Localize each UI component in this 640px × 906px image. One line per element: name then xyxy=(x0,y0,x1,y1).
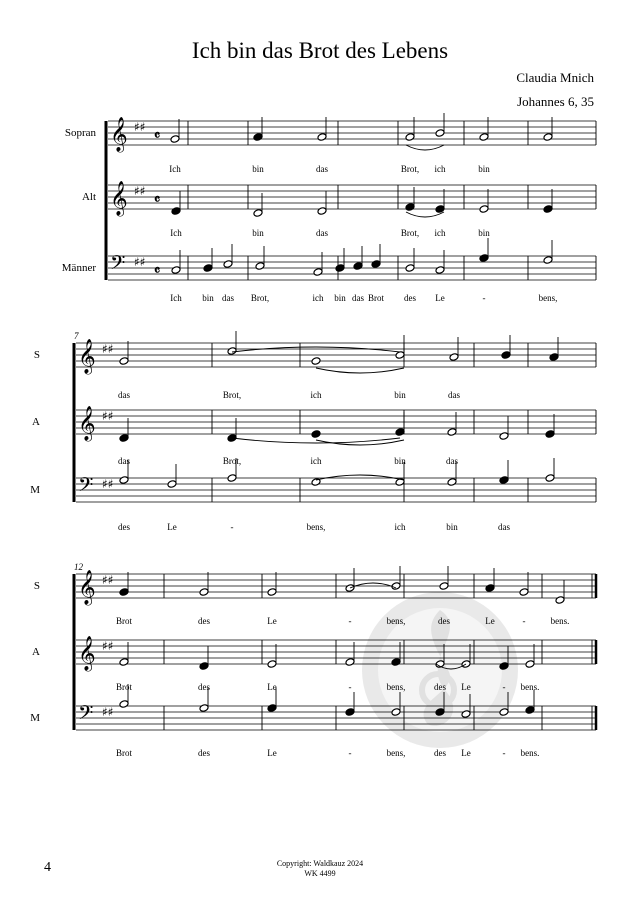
treble-clef-icon: 𝄞 xyxy=(78,636,96,671)
key-signature-icon: ♯♯ xyxy=(134,184,146,198)
bass-clef-icon: 𝄢 xyxy=(110,251,126,279)
key-signature-icon: ♯♯ xyxy=(102,477,114,491)
lyric-syllable: - xyxy=(482,293,486,303)
lyric-syllable: Brot xyxy=(367,293,385,303)
lyric-syllable: bin xyxy=(394,456,406,466)
lyric-syllable: des xyxy=(404,293,416,303)
lyric-syllable: Ich xyxy=(170,228,182,238)
note-head xyxy=(119,357,129,366)
key-signature-icon: ♯♯ xyxy=(102,409,114,423)
note-head xyxy=(119,588,129,597)
lyric-syllable: bens. xyxy=(520,748,540,758)
lyric-syllable: Le xyxy=(435,293,445,303)
lyric-syllable: das xyxy=(498,522,510,532)
lyric-syllable: des xyxy=(118,522,130,532)
note-head xyxy=(371,260,381,269)
note-head xyxy=(335,264,345,273)
note-head xyxy=(119,476,129,485)
lyric-syllable: das xyxy=(118,390,130,400)
note-head xyxy=(227,347,237,356)
note-head xyxy=(317,207,327,216)
lyric-syllable: - xyxy=(348,682,352,692)
lyric-syllable: Le xyxy=(485,616,495,626)
lyric-syllable: - xyxy=(522,616,526,626)
time-signature-icon: 𝄴 xyxy=(154,263,161,279)
note-head xyxy=(485,584,495,593)
note-head xyxy=(519,588,529,597)
voice-label: A xyxy=(32,416,40,428)
lyric-syllable: des xyxy=(438,616,450,626)
note-head xyxy=(479,254,489,263)
lyric-syllable: das xyxy=(316,164,328,174)
lyric-syllable: - xyxy=(502,748,506,758)
lyric-syllable: das xyxy=(446,456,458,466)
lyric-syllable: des xyxy=(434,682,446,692)
lyric-syllable: bin xyxy=(252,164,264,174)
key-signature-icon: ♯♯ xyxy=(134,120,146,134)
lyric-syllable: das xyxy=(352,293,364,303)
note-head xyxy=(555,596,565,605)
lyric-syllable: bens, xyxy=(538,293,558,303)
note-head xyxy=(501,351,511,360)
slur xyxy=(232,347,400,352)
lyric-syllable: bin xyxy=(334,293,346,303)
lyric-syllable: bens, xyxy=(306,522,326,532)
note-head xyxy=(311,357,321,366)
lyric-syllable: Le xyxy=(461,682,471,692)
note-head xyxy=(525,706,535,715)
lyric-syllable: bens. xyxy=(550,616,570,626)
lyric-syllable: Brot, xyxy=(400,164,420,174)
slur xyxy=(316,475,404,480)
note-head xyxy=(171,266,181,275)
treble-clef-icon: 𝄞 xyxy=(110,117,128,152)
treble-clef-icon: 𝄞 xyxy=(78,339,96,374)
page-number: 4 xyxy=(44,860,51,875)
lyric-syllable: das xyxy=(448,390,460,400)
lyric-syllable: ich xyxy=(310,390,322,400)
note-head xyxy=(203,264,213,273)
treble-clef-icon: 𝄞 xyxy=(110,181,128,216)
composer-name: Claudia Mnich xyxy=(516,70,594,85)
note-head xyxy=(199,704,209,713)
note-head xyxy=(435,266,445,275)
note-head xyxy=(543,256,553,265)
note-head xyxy=(311,430,321,439)
lyric-syllable: bens, xyxy=(386,682,406,692)
note-head xyxy=(317,133,327,142)
lyric-syllable: Le xyxy=(267,748,277,758)
lyric-syllable: - xyxy=(502,682,506,692)
voice-label: S xyxy=(33,349,40,361)
lyric-syllable: bens. xyxy=(520,682,540,692)
lyric-syllable: Ich xyxy=(170,293,182,303)
note-head xyxy=(545,474,555,483)
note-head xyxy=(119,700,129,709)
bass-clef-icon: 𝄢 xyxy=(78,473,94,501)
note-head xyxy=(525,660,535,669)
treble-clef-icon: 𝄞 xyxy=(78,570,96,605)
note-head xyxy=(119,434,129,443)
voice-label: Sopran xyxy=(64,127,96,139)
key-signature-icon: ♯♯ xyxy=(134,255,146,269)
voice-label: S xyxy=(33,580,40,592)
slur xyxy=(316,440,404,445)
bass-clef-icon: 𝄢 xyxy=(78,701,94,729)
key-signature-icon: ♯♯ xyxy=(102,705,114,719)
lyric-syllable: das xyxy=(118,456,130,466)
lyric-syllable: des xyxy=(198,682,210,692)
slur xyxy=(316,368,404,373)
lyric-syllable: Brot, xyxy=(400,228,420,238)
lyric-syllable: Brot, xyxy=(222,456,242,466)
lyric-syllable: Brot xyxy=(115,616,133,626)
lyric-syllable: bin xyxy=(478,164,490,174)
lyric-syllable: ich xyxy=(434,228,446,238)
note-head xyxy=(479,133,489,142)
slur xyxy=(232,438,400,443)
lyric-syllable: bens, xyxy=(386,748,406,758)
lyric-syllable: ich xyxy=(310,456,322,466)
lyric-syllable: Brot, xyxy=(250,293,270,303)
note-head xyxy=(223,260,233,269)
key-signature-icon: ♯♯ xyxy=(102,342,114,356)
key-signature-icon: ♯♯ xyxy=(102,639,114,653)
note-head xyxy=(345,658,355,667)
note-head xyxy=(253,209,263,218)
lyric-syllable: - xyxy=(348,748,352,758)
lyric-syllable: Ich xyxy=(169,164,181,174)
measure-number: 7 xyxy=(74,331,79,341)
note-head xyxy=(543,133,553,142)
lyric-syllable: ich xyxy=(434,164,446,174)
lyric-syllable: bin xyxy=(478,228,490,238)
note-head xyxy=(167,480,177,489)
lyric-syllable: des xyxy=(434,748,446,758)
note-head xyxy=(449,353,459,362)
lyric-syllable: bin xyxy=(252,228,264,238)
note-head xyxy=(499,432,509,441)
treble-clef-icon: 𝄞 xyxy=(78,406,96,441)
slur xyxy=(350,583,396,588)
lyric-syllable: des xyxy=(198,748,210,758)
voice-label: M xyxy=(30,712,40,724)
lyric-syllable: - xyxy=(230,522,234,532)
lyric-syllable: Brot xyxy=(115,748,133,758)
note-head xyxy=(267,588,277,597)
time-signature-icon: 𝄴 xyxy=(154,192,161,208)
note-head xyxy=(353,262,363,271)
note-head xyxy=(405,264,415,273)
lyric-syllable: bin xyxy=(202,293,214,303)
note-head xyxy=(543,205,553,214)
note-head xyxy=(267,704,277,713)
lyric-syllable: - xyxy=(348,616,352,626)
note-head xyxy=(267,660,277,669)
note-head xyxy=(391,582,401,591)
voice-label: Männer xyxy=(61,262,96,274)
note-head xyxy=(199,662,209,671)
note-head xyxy=(227,474,237,483)
voice-label: A xyxy=(32,646,40,658)
note-head xyxy=(313,268,323,277)
note-head xyxy=(253,133,263,142)
lyric-syllable: des xyxy=(198,616,210,626)
lyric-syllable: das xyxy=(316,228,328,238)
note-head xyxy=(345,708,355,717)
lyric-syllable: bin xyxy=(394,390,406,400)
note-head xyxy=(549,353,559,362)
note-head xyxy=(170,135,180,144)
note-head xyxy=(439,582,449,591)
note-head xyxy=(499,476,509,485)
note-head xyxy=(435,129,445,138)
note-head xyxy=(447,428,457,437)
piece-title: Ich bin das Brot des Lebens xyxy=(191,38,449,63)
measure-number: 12 xyxy=(74,562,83,572)
voice-label: Alt xyxy=(81,191,96,203)
voice-label: M xyxy=(30,484,40,496)
lyric-syllable: bens, xyxy=(386,616,406,626)
lyric-syllable: ich xyxy=(312,293,324,303)
copyright-notice: Copyright: Waldkauz 2024 xyxy=(276,859,364,868)
scripture-reference: Johannes 6, 35 xyxy=(517,94,594,109)
key-signature-icon: ♯♯ xyxy=(102,573,114,587)
lyric-syllable: Brot, xyxy=(222,390,242,400)
slur xyxy=(406,212,444,217)
note-head xyxy=(405,203,415,212)
note-head xyxy=(255,262,265,271)
lyric-syllable: Brot xyxy=(115,682,133,692)
time-signature-icon: 𝄴 xyxy=(154,128,161,144)
note-head xyxy=(395,428,405,437)
note-head xyxy=(119,658,129,667)
lyric-syllable: Le xyxy=(267,616,277,626)
lyric-syllable: Le xyxy=(461,748,471,758)
lyric-syllable: Le xyxy=(167,522,177,532)
note-head xyxy=(479,205,489,214)
note-head xyxy=(545,430,555,439)
slur xyxy=(406,145,444,150)
note-head xyxy=(199,588,209,597)
note-head xyxy=(405,133,415,142)
note-head xyxy=(171,207,181,216)
lyric-syllable: das xyxy=(222,293,234,303)
lyric-syllable: bin xyxy=(446,522,458,532)
note-head xyxy=(447,478,457,487)
lyric-syllable: Le xyxy=(267,682,277,692)
catalog-number: WK 4499 xyxy=(304,869,336,878)
lyric-syllable: ich xyxy=(394,522,406,532)
